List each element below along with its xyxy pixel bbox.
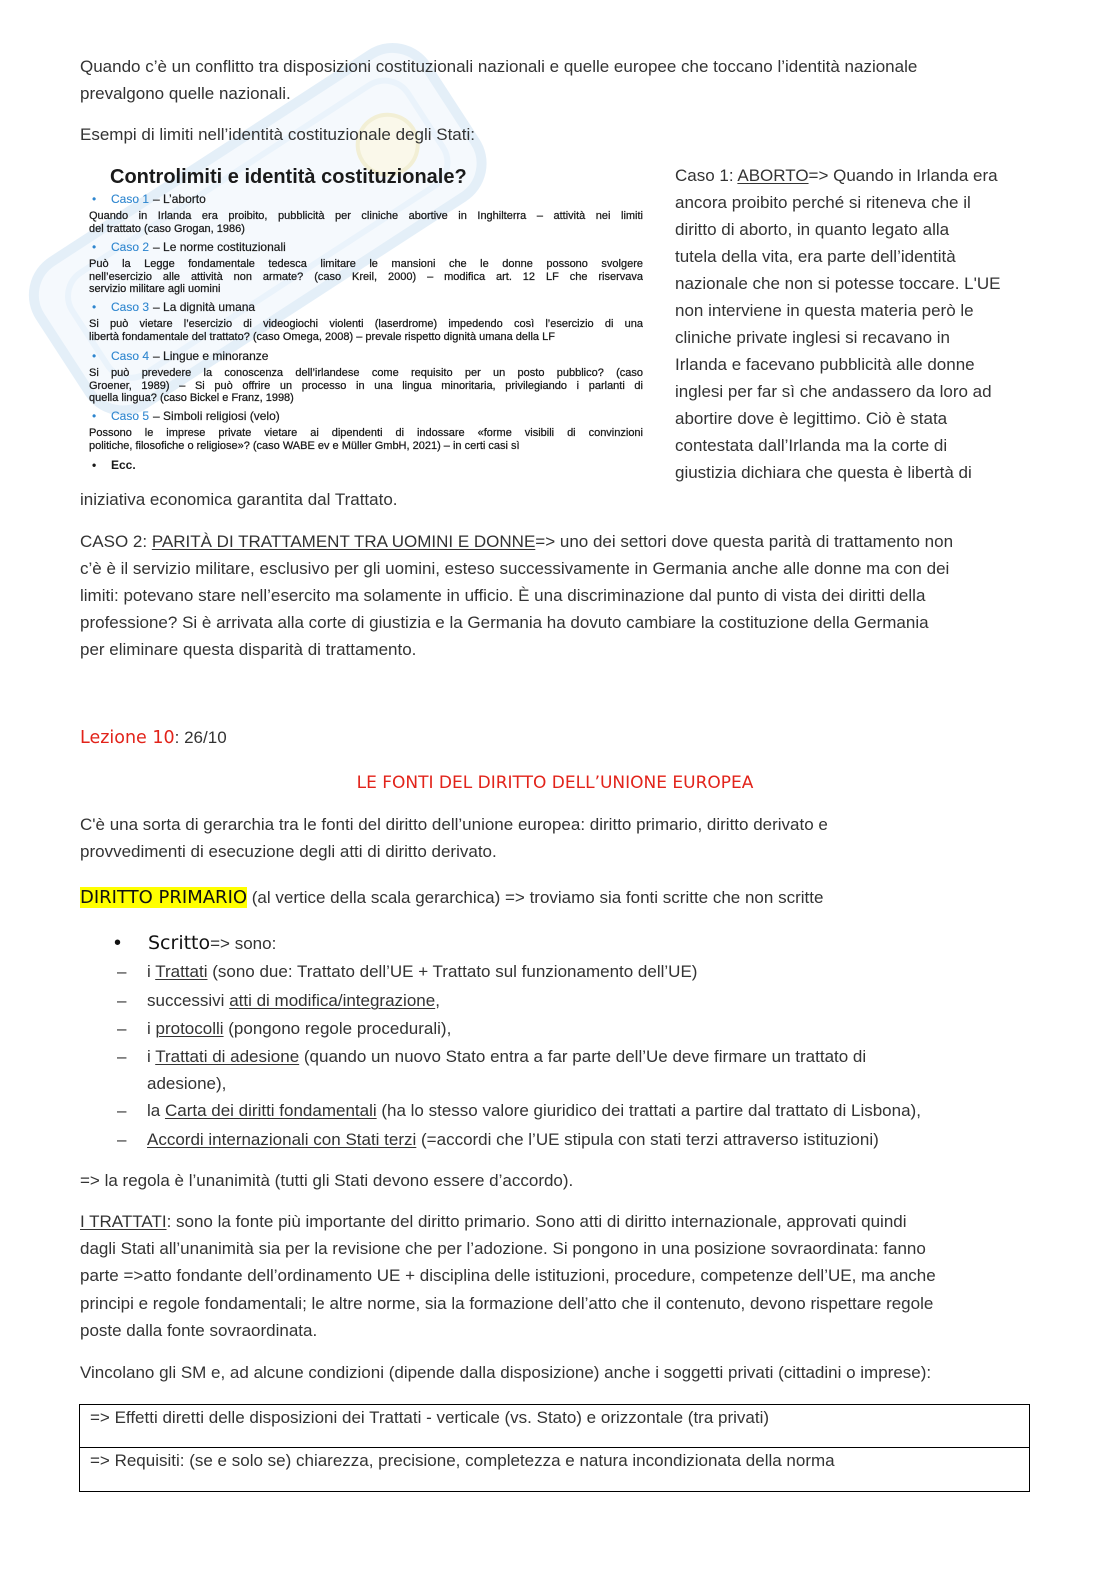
caso1-prefix: Caso 1:	[675, 166, 738, 185]
text-line	[80, 528, 953, 555]
text-line: Groener, 1989) – Si può offrire un processo in una lingua minoritaria, privilegiando i parlanti di	[89, 379, 643, 392]
text-line: contestata dall’Irlanda ma la corte di	[675, 436, 948, 455]
text-line: Possono le imprese private vietare ai dipendenti di indossare «forme visibili di convinzioni	[89, 427, 643, 439]
case-topic: – La dignità umana	[153, 300, 256, 314]
item-keyword: Carta dei diritti fondamentali	[164, 1101, 377, 1120]
case-heading	[85, 192, 647, 206]
text-line: cliniche private inglesi si recavano in	[675, 328, 950, 347]
text-line: C'è una sorta di gerarchia tra le fonti del diritto dell’unione europea: diritto primario, diritto derivato e	[80, 815, 828, 834]
item-prefix: la	[147, 1101, 165, 1120]
text-line: non interviene in questa materia però le	[675, 301, 974, 320]
text-line: diritto di aborto, in quanto legato alla	[675, 220, 950, 239]
case-topic: – Simboli religiosi (velo)	[153, 409, 280, 423]
text-line: Irlanda e facevano pubblicità alle donne	[675, 355, 975, 374]
slide-case-4	[85, 349, 647, 405]
case-label: Caso 3	[111, 300, 150, 314]
bullet-icon: •	[92, 458, 97, 472]
caso1-keyword: ABORTO	[737, 166, 809, 185]
caso1-rest: => Quando in Irlanda era	[808, 166, 998, 185]
list-item	[0, 1015, 1100, 1043]
text-line: servizio militare agli uomini	[89, 283, 221, 296]
item-prefix: i	[147, 1047, 156, 1066]
text-line: nazionale che non si potesse toccare. L'UE	[675, 274, 1001, 293]
caso1-paragraph	[675, 162, 1001, 486]
bullet-icon: •	[92, 192, 97, 206]
item-keyword: atti di modifica/integrazione	[229, 991, 436, 1010]
effects-table	[79, 1404, 1030, 1492]
case-description	[85, 367, 643, 405]
case-topic: – Le norme costituzionali	[153, 240, 286, 254]
text-line: principi e regole fondamentali; le altre norme, sia la formazione dell’atto che il contenuto, devono rispettare regole	[80, 1293, 934, 1313]
written-label: Scritto	[148, 932, 211, 954]
dash-icon: –	[117, 1101, 127, 1120]
text-line: Può la Legge fondamentale tedesca limitare le mansioni che le donne possono svolgere	[89, 258, 643, 270]
item-prefix: i	[147, 962, 156, 981]
list-item-text	[147, 1126, 879, 1153]
item-prefix: successivi	[147, 991, 230, 1010]
case-topic: – L’aborto	[153, 192, 206, 206]
text-line: nell’esercizio alle attività non armate? (caso Kreil, 2000) – modifica art. 12 LF che riservava	[89, 270, 643, 283]
primary-law-keyword: DIRITTO PRIMARIO	[80, 887, 248, 908]
list-item	[0, 958, 1100, 986]
list-item-text	[147, 1015, 451, 1042]
examples-heading: Esempi di limiti nell’identità costituzionale degli Stati:	[80, 125, 475, 144]
text-line: Si può prevedere la conoscenza dell’irlandese come requisito per un posto pubblico? (caso	[89, 367, 643, 379]
table-row	[80, 1405, 1030, 1448]
text-line: inglesi per far sì che andassero da loro ad	[675, 382, 992, 401]
case-label: Caso 1	[111, 192, 150, 206]
text-line: limiti: potevano stare nell’esercito ma solamente in ufficio. È una discriminazione dal punto di vista dei diritti della	[80, 586, 926, 605]
case-heading	[85, 349, 647, 363]
slide-case-2	[85, 240, 647, 296]
text-line: giustizia dichiara che questa è libertà di	[675, 463, 972, 482]
primary-law-rest: (al vertice della scala gerarchica) => troviamo sia fonti scritte che non scritte	[247, 888, 824, 907]
text-line: per eliminare questa disparità di trattamento.	[80, 640, 417, 659]
dash-icon: –	[117, 962, 127, 981]
item-suffix: (sono due: Trattato dell’UE + Trattato sul funzionamento dell’UE)	[207, 962, 698, 981]
dash-icon: –	[117, 1019, 127, 1038]
lesson-date: : 26/10	[174, 728, 227, 747]
item-keyword: Trattati di adesione	[155, 1047, 300, 1066]
text-line	[80, 1208, 936, 1235]
dash-icon: –	[117, 991, 127, 1010]
dash-icon: –	[117, 1130, 127, 1149]
table-cell: => Requisiti: (se e solo se) chiarezza, precisione, completezza e natura incondizionata della norma	[80, 1448, 1030, 1492]
hierarchy-paragraph	[80, 812, 828, 865]
text-line: Si può vietare l’esercizio di videogiochi violenti (laserdrome) impedendo così l’esercizio di una	[89, 318, 643, 330]
item-suffix: (=accordi che l’UE stipula con stati terzi attraverso istituzioni)	[416, 1130, 879, 1149]
text-line	[675, 162, 1001, 189]
written-label-line	[148, 929, 276, 958]
bullet-icon: •	[92, 240, 97, 254]
list-item-text	[147, 1043, 866, 1070]
intro-paragraph	[80, 53, 917, 107]
caso1-continuation: iniziativa economica garantita dal Trattato.	[80, 490, 398, 509]
text-line: dagli Stati all’unanimità sia per la revisione che per l’adozione. Si pongono in una posizione sovraordinata: fanno	[80, 1239, 926, 1259]
item-keyword: Trattati	[155, 962, 208, 981]
caso2-rest: => uno dei settori dove questa parità di trattamento non	[535, 532, 954, 551]
item-suffix: ,	[435, 991, 440, 1010]
slide-case-1	[85, 192, 647, 235]
item-keyword: protocolli	[155, 1019, 224, 1038]
text-line: Quando c’è un conflitto tra disposizioni costituzionali nazionali e quelle europee che toccano l’identità nazionale	[80, 57, 918, 76]
text-line: parte =>atto fondante dell’ordinamento UE + disciplina delle istituzioni, procedure, competenze dell’UE, ma anche	[80, 1266, 936, 1286]
text-line: provvedimenti di esecuzione degli atti di diritto derivato.	[80, 841, 497, 861]
text-line: abortire dove è legittimo. Ciò è stata	[675, 409, 948, 428]
bullet-icon: •	[92, 409, 97, 423]
slide-title: Controlimiti e identità costituzionale?	[110, 166, 467, 188]
text-line: c’è è il servizio militare, esclusivo per gli uomini, esteso successivamente in Germania anche alle donne ma con dei	[80, 559, 950, 578]
list-item	[0, 987, 1100, 1015]
caso2-prefix: CASO 2:	[80, 532, 152, 551]
text-line: ancora proibito perché si riteneva che il	[675, 193, 971, 212]
case-heading	[85, 300, 647, 314]
case-label: Caso 2	[111, 240, 150, 254]
lesson-label: Lezione 10	[80, 728, 175, 748]
item-keyword: Accordi internazionali con Stati terzi	[147, 1130, 417, 1149]
text-line: del trattato (caso Grogan, 1986)	[89, 222, 245, 235]
slide-image-controlimiti	[85, 160, 647, 478]
case-heading	[85, 409, 647, 423]
case-heading	[85, 240, 647, 254]
text-line: poste dalla fonte sovraordinata.	[80, 1320, 318, 1340]
item-suffix: (ha lo stesso valore giuridico dei trattati a partire dal trattato di Lisbona),	[376, 1101, 921, 1120]
slide-case-3	[85, 300, 647, 343]
etc-label: Ecc.	[111, 458, 136, 472]
text-line: professione? Si è arrivata alla corte di giustizia e la Germania ha dovuto cambiare la costituzione della Germania	[80, 613, 929, 632]
slide-case-5	[85, 409, 647, 452]
treaties-keyword: I TRATTATI	[80, 1212, 167, 1231]
text-line: Quando in Irlanda era proibito, pubblicità per cliniche abortive in Inghilterra – attività nei limiti	[89, 210, 643, 222]
bullet-icon: •	[114, 932, 122, 954]
binding-paragraph: Vincolano gli SM e, ad alcune condizioni (dipende dalla disposizione) anche i soggetti privati (cittadini o imprese):	[80, 1363, 932, 1382]
case-description	[85, 318, 643, 343]
written-rest: => sono:	[210, 934, 277, 953]
bullet-icon: •	[92, 349, 97, 363]
primary-law-line	[80, 884, 823, 912]
table-cell: => Effetti diretti delle disposizioni dei Trattati - verticale (vs. Stato) e orizzontale (tra privati)	[80, 1405, 1030, 1448]
table-row	[80, 1448, 1030, 1492]
list-item-text	[147, 958, 697, 985]
text-line: quella lingua? (caso Bickel e Franz, 1998)	[89, 392, 294, 405]
list-item-text	[147, 987, 440, 1014]
caso2-paragraph	[80, 528, 953, 663]
text-line: politiche, filosofiche o religiose»? (caso WABE ev e Müller GmbH, 2021) – in certi casi sì	[89, 439, 520, 452]
caso2-keyword: PARITÀ DI TRATTAMENT TRA UOMINI E DONNE	[151, 532, 536, 551]
treaties-rest: : sono la fonte più importante del diritto primario. Sono atti di diritto internazionale, approvati quindi	[166, 1212, 907, 1231]
item-prefix: i	[147, 1019, 156, 1038]
item-suffix: (quando un nuovo Stato entra a far parte dell’Ue deve firmare un trattato di	[299, 1047, 867, 1066]
case-description	[85, 210, 643, 235]
bullet-icon: •	[92, 300, 97, 314]
case-topic: – Lingue e minoranze	[153, 349, 269, 363]
case-description	[85, 258, 643, 296]
case-label: Caso 5	[111, 409, 150, 423]
item-suffix: (pongono regole procedurali),	[223, 1019, 452, 1038]
case-description	[85, 427, 643, 452]
list-item-text	[147, 1097, 921, 1124]
unanimity-rule: => la regola è l’unanimità (tutti gli Stati devono essere d’accordo).	[80, 1171, 574, 1190]
list-item	[0, 1043, 1100, 1097]
list-item	[0, 1126, 1100, 1154]
lesson-heading	[80, 724, 227, 753]
section-title: LE FONTI DEL DIRITTO DELL’UNIONE EUROPEA	[356, 773, 754, 793]
dash-icon: –	[117, 1047, 127, 1066]
text-line: prevalgono quelle nazionali.	[80, 84, 291, 103]
text-line: libertà fondamentale del trattato? (caso Omega, 2008) – prevale rispetto dignità umana della LF	[89, 330, 555, 343]
text-line: tutela della vita, era parte dell’identità	[675, 247, 956, 266]
list-item	[0, 1097, 1100, 1125]
case-label: Caso 4	[111, 349, 150, 363]
list-item-continuation: adesione),	[147, 1074, 227, 1093]
slide-etc	[85, 458, 136, 472]
treaties-paragraph	[80, 1208, 936, 1344]
